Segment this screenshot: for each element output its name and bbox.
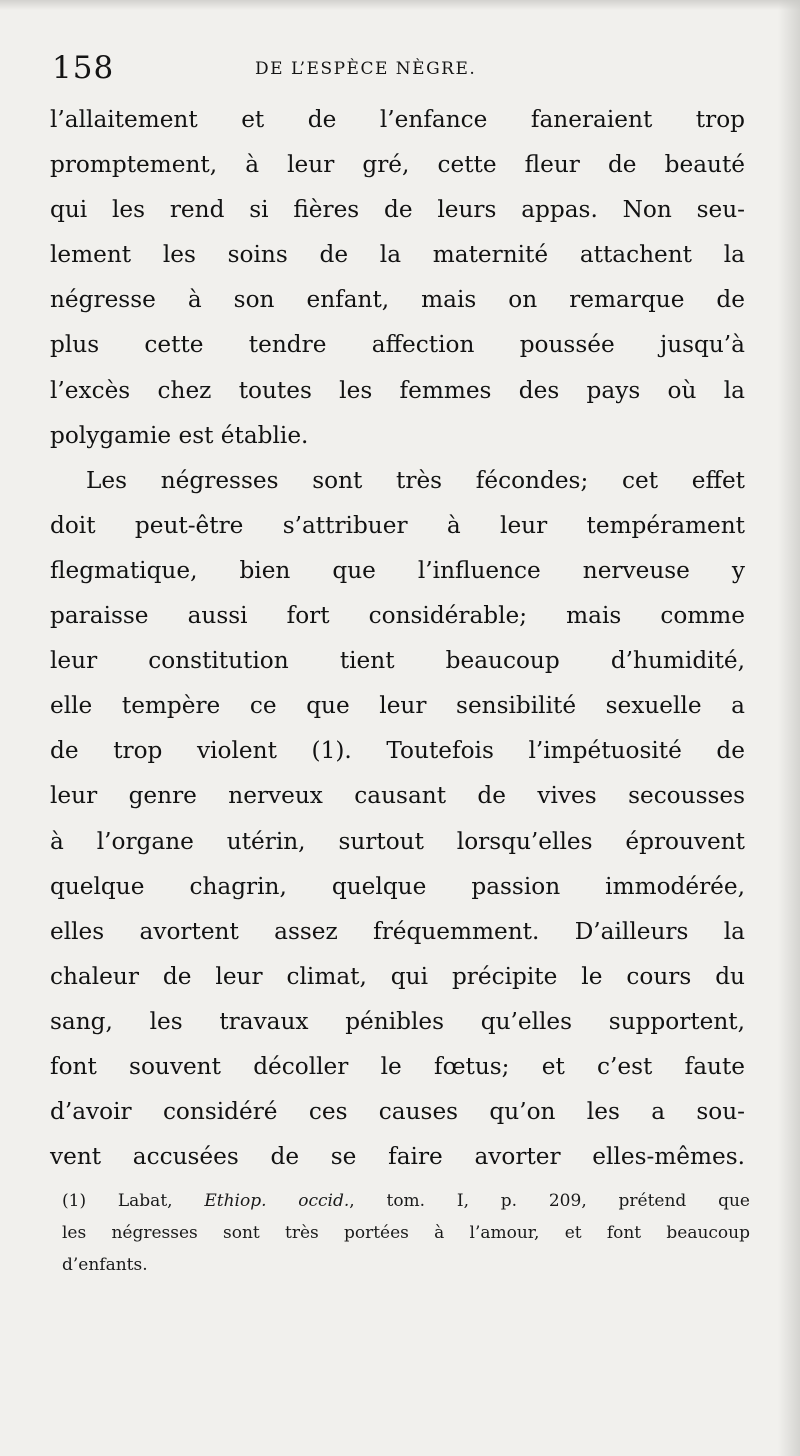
- text-line: elles avortent assez fréquemment. D’ailleurs la: [50, 917, 745, 945]
- footnote-line: les négresses sont très portées à l’amour, et font beaucoup: [62, 1223, 750, 1243]
- text-line: doit peut-être s’attribuer à leur tempérament: [50, 511, 745, 539]
- text-line: vent accusées de se faire avorter elles-mêmes.: [50, 1143, 745, 1171]
- text-line: lement les soins de la maternité attachent la: [50, 241, 745, 269]
- running-head: DE L’ESPÈCE NÈGRE.: [255, 59, 477, 79]
- footnote-line: d’enfants.: [62, 1255, 148, 1275]
- text-line: chaleur de leur climat, qui précipite le cours du: [50, 962, 745, 990]
- paragraph-1: [50, 97, 745, 458]
- text-line: plus cette tendre affection poussée jusqu’à: [50, 331, 745, 359]
- page-top-shadow: [0, 0, 800, 10]
- footnote-line: [62, 1185, 750, 1217]
- text-line: Les négresses sont très fécondes; cet effet: [86, 466, 745, 494]
- footnote-cited-work: Ethiop. occid.: [204, 1191, 350, 1211]
- paragraph-2: [50, 458, 745, 1180]
- body-text: [50, 97, 745, 1179]
- text-line: leur constitution tient beaucoup d’humidité,: [50, 647, 745, 675]
- text-line: elle tempère ce que leur sensibilité sexuelle a: [50, 692, 745, 720]
- text-line: promptement, à leur gré, cette fleur de beauté: [50, 151, 745, 179]
- footnote-marker: (1) Labat,: [62, 1191, 205, 1211]
- text-line: qui les rend si fières de leurs appas. Non seu-: [50, 196, 745, 224]
- text-line: font souvent décoller le fœtus; et c’est faute: [50, 1052, 745, 1080]
- page-right-shadow: [778, 0, 800, 1456]
- text-line: d’avoir considéré ces causes qu’on les a sou-: [50, 1098, 745, 1126]
- text-line: de trop violent (1). Toutefois l’impétuosité de: [50, 737, 745, 765]
- text-line: flegmatique, bien que l’influence nerveuse y: [50, 556, 745, 584]
- page-header: [52, 50, 742, 90]
- text-line: à l’organe utérin, surtout lorsqu’elles éprouvent: [50, 827, 745, 855]
- text-line: l’excès chez toutes les femmes des pays où la: [50, 376, 745, 404]
- page-number: 158: [52, 50, 115, 86]
- text-line: paraisse aussi fort considérable; mais comme: [50, 602, 745, 630]
- text-line: leur genre nerveux causant de vives secousses: [50, 782, 745, 810]
- text-line: polygamie est établie.: [50, 421, 309, 449]
- text-line: négresse à son enfant, mais on remarque de: [50, 286, 745, 314]
- text-line: quelque chagrin, quelque passion immodérée,: [50, 872, 745, 900]
- footnote: [62, 1185, 750, 1281]
- text-line: l’allaitement et de l’enfance faneraient trop: [50, 106, 745, 133]
- text-line: sang, les travaux pénibles qu’elles supportent,: [50, 1007, 745, 1035]
- footnote-citation: , tom. I, p. 209, prétend que: [349, 1191, 750, 1211]
